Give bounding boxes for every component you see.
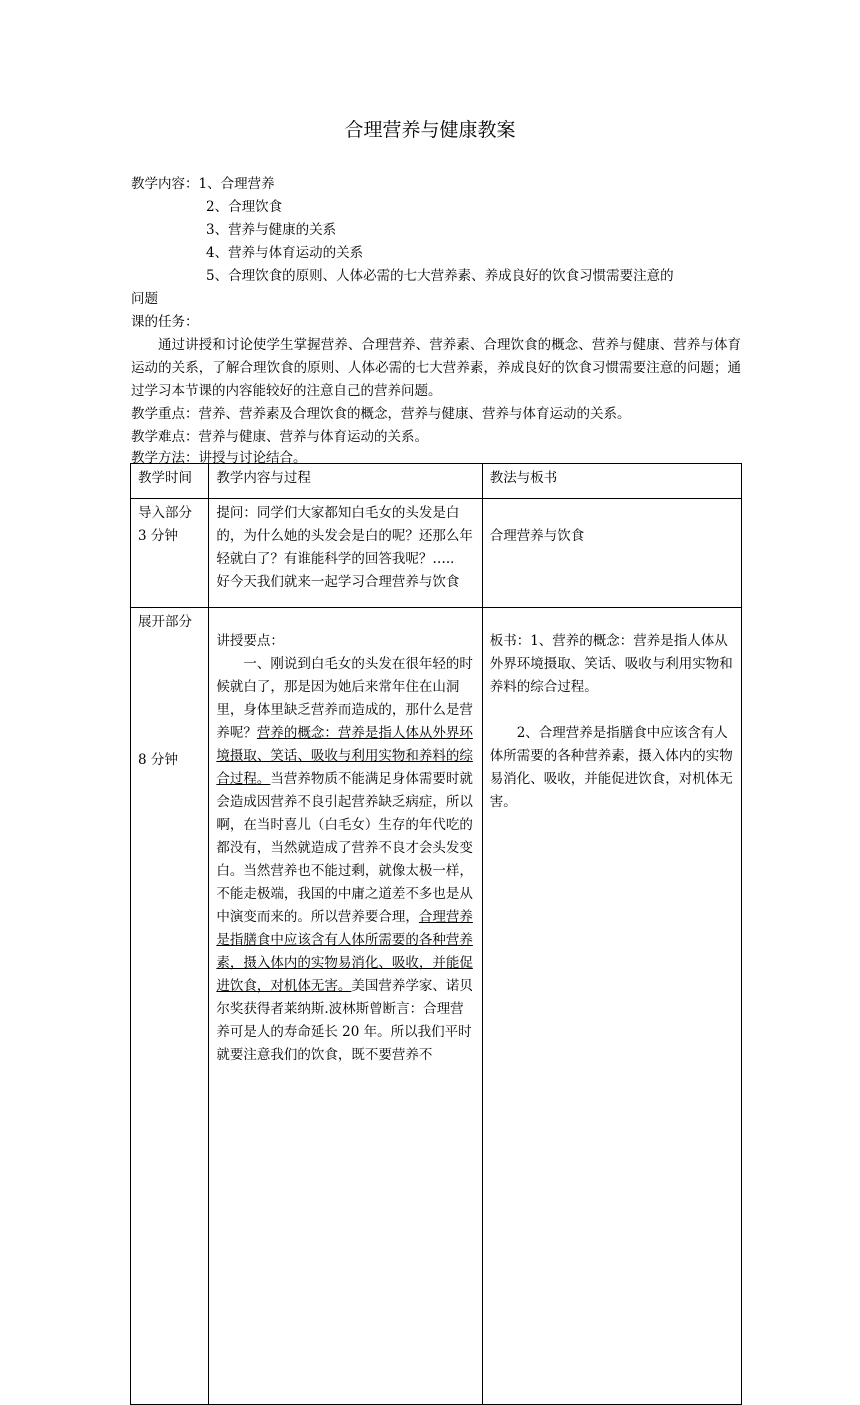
- key-point: 教学重点：营养、营养素及合理饮食的概念，营养与健康、营养与体育运动的关系。: [131, 406, 631, 422]
- content-item-5-wrap: 问题: [131, 291, 158, 307]
- table-row-main: [131, 608, 742, 1405]
- main-board: [482, 608, 741, 1405]
- difficulty: 教学难点：营养与健康、营养与体育运动的关系。: [131, 429, 428, 445]
- table-row-intro: [131, 499, 742, 608]
- main-section: 展开部分: [138, 614, 192, 630]
- intro-time-cell: [131, 499, 209, 608]
- content-item-3: 3、营养与健康的关系: [206, 222, 337, 238]
- content-label: 教学内容：: [131, 176, 199, 192]
- content-line-1: [131, 173, 275, 196]
- main-paragraph: [216, 653, 475, 1067]
- task-text: 通过讲授和讨论使学生掌握营养、合理营养、营养素、合理饮食的概念、营养与健康、营养与体育运动的关系，了解合理饮食的原则、人体必需的七大营养素，养成良好的饮食习惯需要注意的问题；通过学习本节课的内容能较好的注意自己的营养问题。: [131, 337, 741, 399]
- content-item-4: 4、营养与体育运动的关系: [206, 245, 364, 261]
- board-point-2: 2、合理营养是指膳食中应该含有人体所需要的各种营养素，摄入体内的实物易消化、吸收，并能促进饮食，对机体无害。: [489, 725, 733, 810]
- task-label: 课的任务：: [131, 314, 199, 330]
- main-text-2: 当营养物质不能满足身体需要时就会造成因营养不良引起营养缺乏病症，所以啊，在当时喜儿（白毛女）生存的年代吃的都没有，当然就造成了营养不良才会头发变白。当然营养也不能过剩，就像太极一样，不能走极端，我国的中庸之道差不多也是从中演变而来的。所以营养要合理，: [216, 771, 473, 925]
- header-time: 教学时间: [131, 464, 209, 499]
- main-heading: 讲授要点：: [216, 633, 284, 649]
- intro-content: 提问：同学们大家都知白毛女的头发是白的，为什么她的头发会是白的呢？还那么年轻就白了？有谁能科学的回答我呢？….．好今天我们就来一起学习合理营养与饮食: [209, 499, 482, 608]
- main-text-3: 美国营养学家、诺贝尔奖获得者莱纳斯.波林斯曾断言：合理营养可是人的寿命延长 20 年。所以我们平时就要注意我们的饮食，既不要营养不: [216, 978, 473, 1063]
- document-title: 合理营养与健康教案: [344, 119, 516, 141]
- main-text-1: 一、刚说到白毛女的头发在很年轻的时候就白了，那是因为她后来常年住在山洞里，身体里缺乏营养而造成的，那什么是营养呢？: [216, 656, 473, 741]
- table-header-row: [131, 464, 742, 499]
- method: 教学方法：讲授与讨论结合。: [131, 450, 307, 466]
- board-point-1: 板书：1、营养的概念：营养是指人体从外界环境摄取、笑话、吸收与利用实物和养料的综合过程。: [489, 633, 733, 695]
- header-method: 教法与板书: [482, 464, 741, 499]
- main-time-cell: [131, 608, 209, 1405]
- content-item-1: 1、合理营养: [198, 176, 275, 192]
- content-item-2: 2、合理饮食: [206, 199, 283, 215]
- content-item-5: 5、合理饮食的原则、人体必需的七大营养素、养成良好的饮食习惯需要注意的: [206, 268, 674, 284]
- intro-section: 导入部分: [138, 505, 192, 521]
- intro-duration: 3 分钟: [138, 528, 178, 544]
- main-content: [209, 608, 482, 1405]
- lesson-table: [130, 463, 742, 1405]
- header-content: 教学内容与过程: [209, 464, 482, 499]
- nutrition-definition: 营养的概念：营养是指人体从外界环境摄取、笑话、吸收与利用实物和养料的综合过程。: [216, 725, 473, 787]
- main-duration: 8 分钟: [138, 752, 178, 768]
- intro-board: 合理营养与饮食: [482, 499, 741, 608]
- rational-nutrition-definition: 合理营养是指膳食中应该含有人体所需要的各种营养素，摄入体内的实物易消化、吸收，并能促进饮食，对机体无害。: [216, 909, 473, 994]
